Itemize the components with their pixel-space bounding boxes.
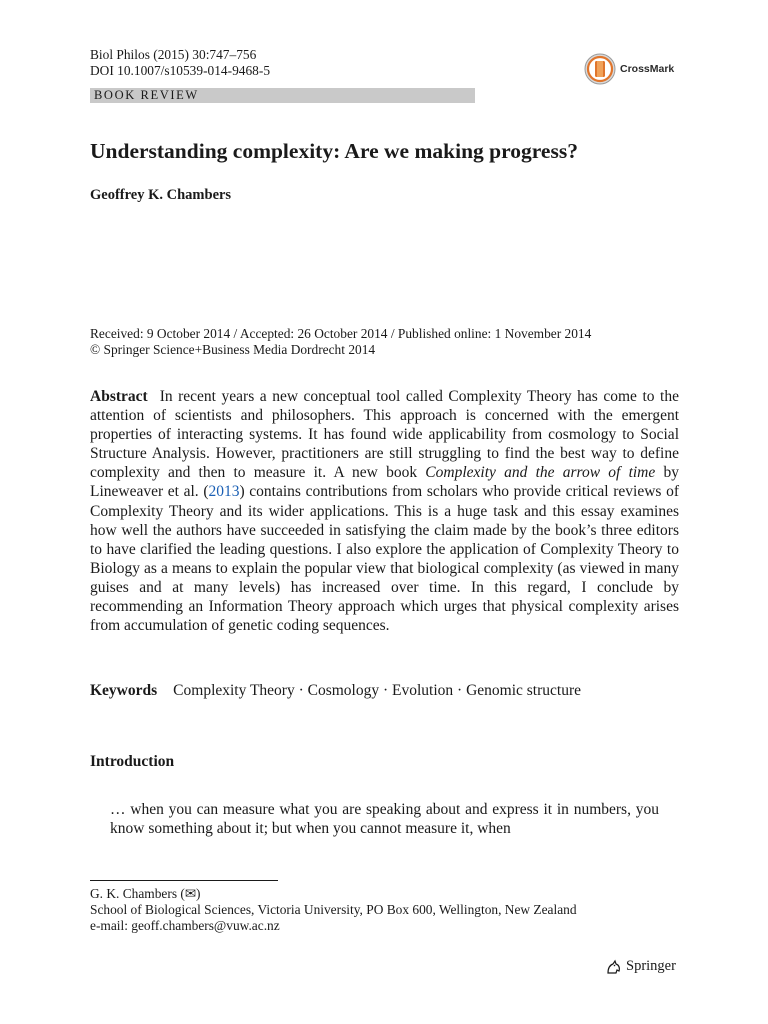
article-title: Understanding complexity: Are we making progress?: [90, 139, 578, 163]
publisher-logo: [605, 958, 676, 975]
abstract-book-title: Complexity and the arrow of time: [425, 464, 656, 482]
section-label: BOOK REVIEW: [94, 88, 199, 102]
article-author: Geoffrey K. Chambers: [90, 187, 232, 203]
citation-link[interactable]: 2013: [208, 483, 240, 501]
springer-horse-icon: [605, 959, 623, 975]
author-footnote: [90, 886, 710, 934]
journal-issue: Biol Philos (2015) 30:747–756: [90, 47, 257, 62]
crossmark-icon: [584, 53, 616, 85]
history-dates: Received: 9 October 2014 / Accepted: 26 October 2014 / Published online: 1 November 2014: [90, 326, 592, 341]
section-banner: [90, 88, 475, 103]
crossmark-label: CrossMark: [620, 63, 675, 75]
abstract-label: Abstract: [90, 388, 148, 405]
abstract-paragraph: [90, 387, 679, 635]
crossmark-badge[interactable]: [584, 52, 684, 86]
footnote-email[interactable]: e-mail: geoff.chambers@vuw.ac.nz: [90, 918, 280, 933]
journal-citation: [90, 47, 270, 79]
intro-quote: … when you can measure what you are speaking about and express it in numbers, you know something about it; but when you cannot measure it, when: [110, 801, 659, 838]
abstract-text-2: by Lineweaver et al. (: [90, 464, 679, 501]
keywords-label: Keywords: [90, 682, 158, 699]
footnote-divider: [90, 880, 278, 881]
abstract-text-1: In recent years a new conceptual tool called Complexity Theory has come to the attention of scientists and philosophers. This approach is concerned with the emergent properties of interacting systems. It has found wide applicability from cosmology to Social Structure Analysis. However, practitioners are still struggling to find the best way to define complexity and then to measure it. A new book: [90, 388, 679, 482]
abstract-text-3: ) contains contributions from scholars who provide critical reviews of Complexity Theory and its wider applications. This is a huge task and this essay examines how well the authors have succeeded in satisfying the claim made by the book’s three editors to have clarified the leading questions. I also explore the application of Complexity Theory to Biology as a means to explain the popular view that biological complexity (as viewed in many guises and at many levels) has increased over time. In this regard, I conclude by recommending an Information Theory approach which urges that physical complexity arises from accumulation of genetic coding sequences.: [90, 483, 680, 635]
journal-doi[interactable]: DOI 10.1007/s10539-014-9468-5: [90, 63, 271, 78]
publisher-label: Springer: [626, 958, 676, 974]
publication-dates: [90, 326, 690, 358]
footnote-affiliation: School of Biological Sciences, Victoria University, PO Box 600, Wellington, New Zealand: [90, 902, 577, 917]
keywords-text: Complexity Theory · Cosmology · Evolution · Genomic structure: [173, 682, 581, 699]
keywords-line: [90, 682, 581, 700]
footnote-author: G. K. Chambers (✉): [90, 886, 201, 901]
intro-heading: Introduction: [90, 753, 175, 770]
copyright-line: © Springer Science+Business Media Dordrecht 2014: [90, 342, 376, 357]
